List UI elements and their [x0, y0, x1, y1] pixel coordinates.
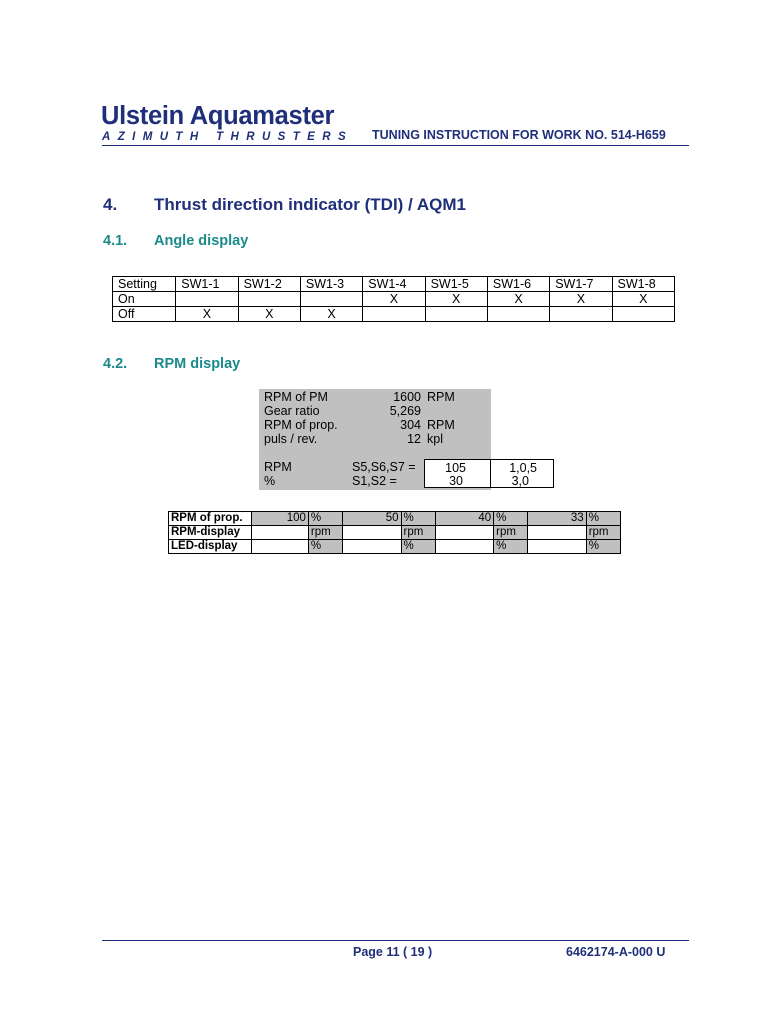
table-cell — [435, 540, 493, 554]
table-cell-unit: rpm — [586, 526, 620, 540]
table-header-cell: SW1-5 — [425, 277, 487, 292]
table-header-cell: Setting — [113, 277, 176, 292]
table-row — [113, 292, 675, 307]
table-row-label: RPM of prop. — [169, 512, 252, 526]
table-header-cell: SW1-7 — [550, 277, 612, 292]
section-4-number: 4. — [103, 195, 118, 214]
table-cell-unit: rpm — [401, 526, 435, 540]
calc-value: 12 — [407, 432, 421, 446]
header-divider — [102, 145, 689, 146]
table-header-cell: SW1-1 — [176, 277, 238, 292]
table-cell — [435, 526, 493, 540]
table-row — [113, 307, 675, 322]
section-4-1-title: Angle display — [154, 233, 249, 249]
page-number: Page 11 ( 19 ) — [353, 945, 433, 959]
footer-divider — [102, 940, 689, 941]
table-cell-unit: % — [494, 540, 528, 554]
table-cell-unit: % — [586, 512, 620, 526]
table-cell: X — [550, 292, 612, 307]
document-number: 6462174-A-000 U — [566, 945, 666, 959]
table-cell-unit: rpm — [308, 526, 342, 540]
table-row-label: LED-display — [169, 540, 252, 554]
table-cell: X — [487, 292, 549, 307]
table-cell — [343, 526, 401, 540]
document-header-title: TUNING INSTRUCTION FOR WORK NO. 514-H659 — [372, 128, 666, 142]
rpm-value: 105 — [445, 461, 466, 475]
section-4-2-number: 4.2. — [103, 356, 128, 372]
table-header-cell: SW1-8 — [612, 277, 674, 292]
calc-unit: RPM — [427, 418, 455, 432]
table-cell: X — [612, 292, 674, 307]
table-cell — [425, 307, 487, 322]
calc-unit: RPM — [427, 390, 455, 404]
section-4-2-title: RPM display — [154, 356, 241, 372]
table-cell — [251, 540, 308, 554]
table-cell — [251, 526, 308, 540]
percent-label: % — [264, 474, 276, 488]
table-header-cell: SW1-2 — [238, 277, 300, 292]
calc-value: 1600 — [393, 390, 421, 404]
table-cell — [487, 307, 549, 322]
table-header-cell: SW1-4 — [363, 277, 425, 292]
table-cell-unit: % — [308, 512, 342, 526]
table-cell — [528, 540, 586, 554]
table-header-row — [113, 277, 675, 292]
calc-label: Gear ratio — [264, 404, 320, 418]
rpm-label: RPM — [264, 460, 292, 474]
table-cell: X — [425, 292, 487, 307]
calc-label: puls / rev. — [264, 432, 318, 446]
table-header-cell: SW1-3 — [300, 277, 362, 292]
table-cell: 40 — [435, 512, 493, 526]
table-cell-unit: rpm — [494, 526, 528, 540]
table-cell: 50 — [343, 512, 401, 526]
table-cell — [363, 307, 425, 322]
calc-label: RPM of PM — [264, 390, 328, 404]
table-cell-unit: % — [494, 512, 528, 526]
table-row — [169, 540, 621, 554]
table-cell-unit: % — [401, 512, 435, 526]
calc-value: 304 — [400, 418, 421, 432]
section-4-title: Thrust direction indicator (TDI) / AQM1 — [154, 195, 466, 214]
table-cell: X — [176, 307, 238, 322]
table-row-label: RPM-display — [169, 526, 252, 540]
calc-unit: kpl — [427, 432, 443, 446]
percent-switch-label: S1,S2 = — [352, 474, 397, 488]
table-cell — [528, 526, 586, 540]
angle-display-table — [112, 276, 675, 322]
company-logo-subtitle: AZIMUTH THRUSTERS — [102, 131, 354, 143]
box-divider — [490, 460, 491, 487]
rpm-display-table — [168, 511, 621, 554]
rpm-switch-setting: 1,0,5 — [509, 461, 537, 475]
company-logo-title: Ulstein Aquamaster — [101, 102, 335, 130]
table-cell-unit: % — [308, 540, 342, 554]
calc-label: RPM of prop. — [264, 418, 338, 432]
table-cell: 100 — [251, 512, 308, 526]
table-cell: X — [238, 307, 300, 322]
table-cell — [238, 292, 300, 307]
calc-value: 5,269 — [389, 404, 421, 418]
table-cell — [300, 292, 362, 307]
switch-settings-box — [424, 459, 554, 488]
table-header-cell: SW1-6 — [487, 277, 549, 292]
table-cell — [176, 292, 238, 307]
percent-switch-setting: 3,0 — [511, 474, 529, 488]
table-cell: 33 — [528, 512, 586, 526]
table-cell: X — [363, 292, 425, 307]
table-row-label: Off — [113, 307, 176, 322]
table-cell-unit: % — [401, 540, 435, 554]
section-4-1-number: 4.1. — [103, 233, 128, 249]
table-cell — [343, 540, 401, 554]
table-cell-unit: % — [586, 540, 620, 554]
table-row-label: On — [113, 292, 176, 307]
rpm-switch-label: S5,S6,S7 = — [352, 460, 416, 474]
table-cell — [612, 307, 674, 322]
table-row — [169, 512, 621, 526]
table-row — [169, 526, 621, 540]
table-cell — [550, 307, 612, 322]
table-cell: X — [300, 307, 362, 322]
percent-value: 30 — [449, 474, 463, 488]
